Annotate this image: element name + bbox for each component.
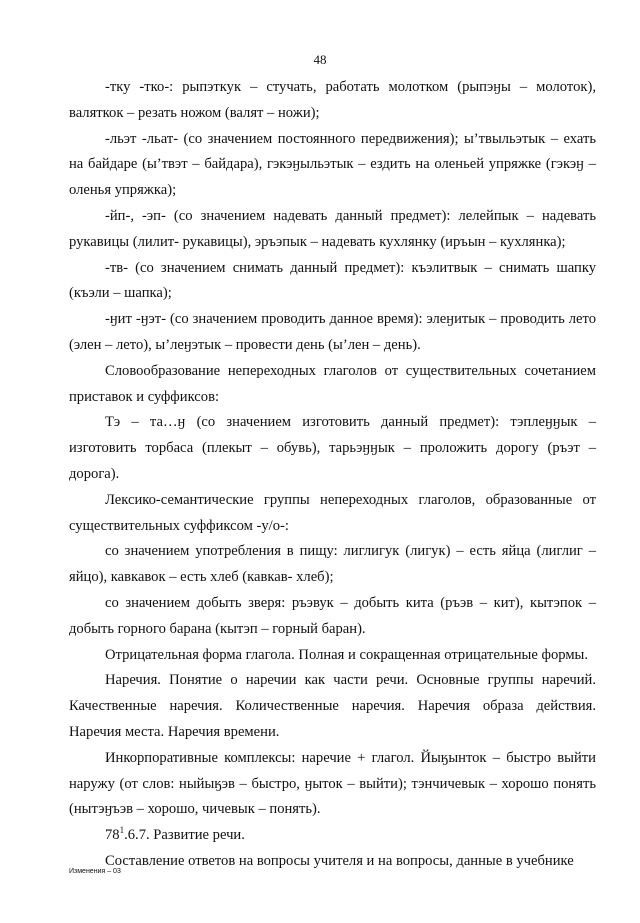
document-body [69,75,596,875]
page-number: 48 [313,52,327,67]
section-title: .6.7. Развитие речи. [124,827,245,844]
paragraph: со значением употребления в пищу: лиглигук (лигук) – есть яйца (лиглиг – яйцо), кавкавок – есть хлеб (кавкав- хлеб); [69,543,596,586]
paragraph: Лексико-семантические группы непереходных глаголов, образованные от существительных суффиксом -у/о-: [69,491,596,534]
paragraph: -ӈит -ӈэт- (со значением проводить данное время): элеӈитык – проводить лето (элен – лето), ы’леӈэтык – провести день (ы’лен – день). [69,311,596,353]
paragraph: Отрицательная форма глагола. Полная и сокращенная отрицательные формы. [105,646,589,663]
footer-revision: Изменения – 03 [69,868,121,875]
paragraph: -тку -тко-: рыпэткук – стучать, работать молотком (рыпэӈы – молоток), валяткок – резать ножом (валят – ножи); [69,79,596,121]
paragraph: со значением добыть зверя: ръэвук – добыть кита (ръэв – кит), кытэпок – добыть горного барана (кытэп – горный баран). [69,594,596,637]
paragraph: Тэ – та…ӈ (со значением изготовить данный предмет): тэплеӈӈык – изготовить торбаса (плекыт – обувь), тарьэӈӈык – проложить дорогу (ръэт – дорога). [69,414,596,482]
section-number-superscript: 1 [119,825,125,836]
paragraph: Наречия. Понятие о наречии как части речи. Основные группы наречий. Качественные наречия. Количественные наречия. Наречия образа действия. Наречия места. Наречия времени. [69,672,596,740]
section-number: 78 [105,827,120,844]
paragraph: -йп-, -эп- (со значением надевать данный предмет): лелейпык – надевать рукавицы (лилит- рукавицы), эръэпык – надевать кухлянку (иръын – кухлянка); [69,207,596,250]
paragraph: -тв- (со значением снимать данный предмет): къэлитвык – снимать шапку (къэли – шапка); [69,259,596,302]
paragraph: -льэт -льат- (со значением постоянного передвижения); ы’твыльэтык – ехать на байдаре (ы’твэт – байдара), гэкэӈыльэтык – ездить на оленьей упряжке (гэкэӈ – оленья упряжка); [69,130,596,199]
paragraph: Составление ответов на вопросы учителя и на вопросы, данные в учебнике [105,852,574,869]
section-heading [69,823,596,849]
paragraph: Инкорпоративные комплексы: наречие + глагол. Йыӄынток – быстро выйти наружу (от слов: ныйыӄэв – быстро, ӈыток – выйти); тэнчичевык – хорошо понять (нытэӈъэв – хорошо, чичевык – понять). [69,749,596,818]
paragraph: Словообразование непереходных глаголов от существительных сочетанием приставок и суффиксов: [69,362,596,405]
